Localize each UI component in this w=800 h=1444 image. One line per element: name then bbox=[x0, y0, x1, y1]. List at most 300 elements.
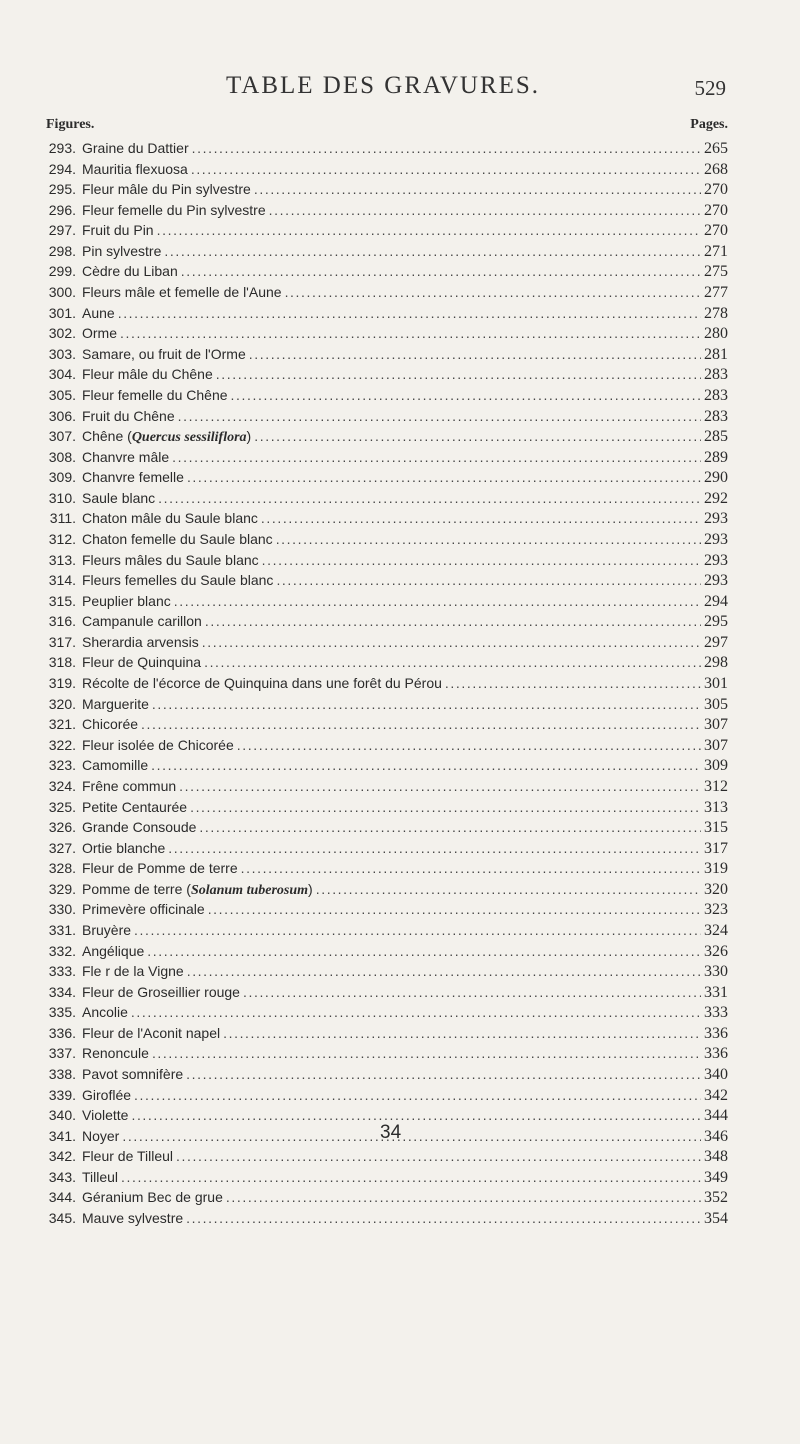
page-reference: 283 bbox=[704, 366, 728, 384]
figure-number: 333. bbox=[48, 963, 76, 980]
dot-leader bbox=[199, 817, 701, 837]
dot-leader bbox=[186, 1208, 701, 1228]
figure-caption bbox=[82, 406, 175, 426]
dot-leader bbox=[168, 838, 701, 858]
figure-number: 327. bbox=[48, 839, 76, 856]
figures-heading: Figures. bbox=[46, 117, 95, 132]
figure-caption bbox=[82, 611, 202, 631]
list-item bbox=[40, 385, 728, 406]
figure-caption bbox=[82, 591, 171, 611]
figure-number: 340. bbox=[48, 1107, 76, 1124]
figure-number: 325. bbox=[48, 798, 76, 815]
list-item bbox=[40, 961, 728, 982]
caption-text: Aune bbox=[82, 304, 115, 321]
page-reference: 297 bbox=[704, 633, 728, 651]
figure-caption bbox=[82, 282, 282, 302]
figure-number: 335. bbox=[48, 1004, 76, 1021]
list-item bbox=[40, 879, 728, 900]
list-item bbox=[40, 632, 728, 653]
caption-text: Giroflée bbox=[82, 1086, 132, 1103]
page-reference: 317 bbox=[704, 839, 728, 857]
list-item bbox=[40, 1167, 728, 1188]
figure-caption bbox=[82, 673, 442, 693]
caption-text: Fleurs mâles du Saule blanc bbox=[82, 551, 259, 568]
caption-text: Orme bbox=[82, 325, 117, 342]
caption-text: Petite Centaurée bbox=[82, 798, 188, 815]
list-item bbox=[40, 1146, 728, 1167]
figure-number: 314. bbox=[48, 572, 76, 589]
caption-text: Frêne commun bbox=[82, 777, 177, 794]
caption-text: Cèdre du Liban bbox=[82, 263, 178, 280]
dot-leader bbox=[118, 303, 701, 323]
list-item bbox=[40, 138, 728, 159]
figure-caption bbox=[82, 344, 246, 364]
dot-leader bbox=[120, 323, 701, 343]
caption-text: Récolte de l'écorce de Quinquina dans une forêt du Pérou bbox=[82, 675, 442, 692]
dot-leader bbox=[151, 755, 701, 775]
list-item bbox=[40, 488, 728, 509]
caption-text: Angélique bbox=[82, 942, 145, 959]
list-item bbox=[40, 261, 728, 282]
page-reference: 301 bbox=[704, 675, 728, 693]
figure-caption bbox=[82, 426, 251, 447]
caption-text: Fleurs mâle et femelle de l'Aune bbox=[82, 284, 282, 301]
figure-number: 311. bbox=[49, 510, 76, 527]
dot-leader bbox=[134, 1085, 701, 1105]
figure-number: 300. bbox=[48, 284, 76, 301]
caption-text-end: ) bbox=[246, 428, 252, 445]
list-item bbox=[40, 1187, 728, 1208]
figure-number: 322. bbox=[48, 736, 76, 753]
figure-number: 332. bbox=[48, 942, 76, 959]
caption-text: Campanule carillon bbox=[82, 613, 202, 630]
list-item bbox=[40, 1023, 728, 1044]
figure-number: 301. bbox=[48, 304, 76, 321]
list-item bbox=[40, 611, 728, 632]
caption-text: Peuplier blanc bbox=[82, 592, 171, 609]
figure-caption bbox=[82, 508, 258, 528]
figure-number: 338. bbox=[48, 1066, 76, 1083]
figure-caption bbox=[82, 1208, 183, 1228]
list-item bbox=[40, 1085, 728, 1106]
page-reference: 336 bbox=[704, 1024, 728, 1042]
list-item bbox=[40, 529, 728, 550]
caption-text: Ancolie bbox=[82, 1004, 128, 1021]
figure-caption bbox=[82, 385, 228, 405]
figure-caption bbox=[82, 858, 238, 878]
figure-caption bbox=[82, 1085, 131, 1105]
page-reference: 326 bbox=[704, 942, 728, 960]
figure-number: 304. bbox=[48, 366, 76, 383]
figure-caption bbox=[82, 220, 154, 240]
dot-leader bbox=[152, 1043, 701, 1063]
list-item bbox=[40, 241, 728, 262]
list-item bbox=[40, 550, 728, 571]
figure-number: 307. bbox=[48, 428, 76, 445]
figure-caption bbox=[82, 899, 205, 919]
caption-text: Pin sylvestre bbox=[82, 242, 162, 259]
list-item bbox=[40, 858, 728, 879]
figure-number: 294. bbox=[48, 160, 76, 177]
dot-leader bbox=[249, 344, 701, 364]
figure-number: 309. bbox=[48, 469, 76, 486]
figure-list bbox=[40, 138, 728, 1229]
figure-caption bbox=[82, 241, 161, 261]
dot-leader bbox=[178, 406, 701, 426]
figure-number: 315. bbox=[48, 592, 76, 609]
caption-text: Fleur de l'Aconit napel bbox=[82, 1024, 221, 1041]
caption-text: Chaton mâle du Saule blanc bbox=[82, 510, 258, 527]
page-reference: 275 bbox=[704, 263, 728, 281]
page-reference: 295 bbox=[704, 613, 728, 631]
figure-number: 302. bbox=[48, 325, 76, 342]
page-reference: 305 bbox=[704, 695, 728, 713]
figure-caption bbox=[82, 1126, 119, 1146]
list-item bbox=[40, 694, 728, 715]
page-number: 529 bbox=[694, 76, 726, 100]
caption-text: Pavot somnifère bbox=[82, 1066, 184, 1083]
caption-text: Chaton femelle du Saule blanc bbox=[82, 530, 273, 547]
page-reference: 309 bbox=[704, 757, 728, 775]
dot-leader bbox=[204, 652, 701, 672]
caption-text: Pomme de terre ( bbox=[82, 880, 191, 897]
page-reference: 342 bbox=[704, 1086, 728, 1104]
figure-number: 339. bbox=[48, 1086, 76, 1103]
caption-text: Fleur de Tilleul bbox=[82, 1148, 174, 1165]
dot-leader bbox=[176, 1146, 701, 1166]
caption-text: Chanvre mâle bbox=[82, 448, 170, 465]
dot-leader bbox=[316, 879, 701, 899]
figure-number: 305. bbox=[48, 386, 76, 403]
page-reference: 277 bbox=[704, 284, 728, 302]
figure-caption bbox=[82, 1167, 118, 1187]
list-item bbox=[40, 467, 728, 488]
figure-number: 330. bbox=[48, 901, 76, 918]
page-reference: 348 bbox=[704, 1148, 728, 1166]
dot-leader bbox=[187, 961, 701, 981]
list-item bbox=[40, 364, 728, 385]
figure-number: 298. bbox=[48, 242, 76, 259]
figure-caption bbox=[82, 632, 199, 652]
figure-number: 329. bbox=[48, 880, 76, 897]
dot-leader bbox=[141, 714, 701, 734]
list-item bbox=[40, 920, 728, 941]
page-reference: 270 bbox=[704, 201, 728, 219]
figure-number: 310. bbox=[48, 489, 76, 506]
figure-number: 342. bbox=[48, 1148, 76, 1165]
page-title: TABLE DES GRAVURES. bbox=[226, 72, 541, 99]
caption-text: Camomille bbox=[82, 757, 149, 774]
page-reference: 283 bbox=[704, 386, 728, 404]
caption-text-end: ) bbox=[308, 880, 313, 897]
figure-number: 297. bbox=[48, 222, 76, 239]
page-reference: 315 bbox=[704, 819, 728, 837]
page-reference: 340 bbox=[704, 1066, 728, 1084]
page-reference: 323 bbox=[704, 901, 728, 919]
figure-number: 312. bbox=[48, 530, 76, 547]
list-item bbox=[40, 817, 728, 838]
dot-leader bbox=[187, 467, 701, 487]
dot-leader bbox=[157, 220, 701, 240]
figure-number: 295. bbox=[48, 181, 76, 198]
dot-leader bbox=[269, 200, 701, 220]
figure-caption bbox=[82, 714, 138, 734]
list-item bbox=[40, 200, 728, 221]
figure-number: 316. bbox=[48, 613, 76, 630]
figure-caption bbox=[82, 179, 251, 199]
caption-text: Bruyère bbox=[82, 921, 132, 938]
list-item bbox=[40, 899, 728, 920]
caption-text: Fleur de Groseillier rouge bbox=[82, 983, 240, 1000]
dot-leader bbox=[205, 611, 701, 631]
page-reference: 292 bbox=[704, 489, 728, 507]
dot-leader bbox=[181, 261, 701, 281]
page-reference: 307 bbox=[704, 716, 728, 734]
figure-caption bbox=[82, 1187, 223, 1207]
figure-caption bbox=[82, 467, 184, 487]
dot-leader bbox=[208, 899, 701, 919]
list-item bbox=[40, 179, 728, 200]
page-reference: 319 bbox=[704, 860, 728, 878]
figure-number: 328. bbox=[48, 860, 76, 877]
list-item bbox=[40, 159, 728, 180]
figure-caption bbox=[82, 200, 266, 220]
caption-text: Chanvre femelle bbox=[82, 469, 184, 486]
figure-number: 326. bbox=[48, 819, 76, 836]
figure-number: 336. bbox=[48, 1024, 76, 1041]
page-reference: 313 bbox=[704, 798, 728, 816]
figure-number: 293. bbox=[48, 140, 76, 156]
dot-leader bbox=[276, 529, 701, 549]
figure-caption bbox=[82, 941, 144, 961]
dot-leader bbox=[285, 282, 701, 302]
page-reference: 349 bbox=[704, 1168, 728, 1186]
page-reference: 283 bbox=[704, 407, 728, 425]
figure-caption bbox=[82, 961, 184, 981]
list-item bbox=[40, 673, 728, 694]
caption-text: Fleur mâle du Pin sylvestre bbox=[82, 181, 251, 198]
figure-caption bbox=[82, 159, 188, 179]
figure-number: 331. bbox=[48, 921, 76, 938]
list-item bbox=[40, 220, 728, 241]
dot-leader bbox=[131, 1105, 701, 1125]
dot-leader bbox=[192, 138, 701, 158]
figure-number: 334. bbox=[48, 983, 76, 1000]
caption-text: Fleur mâle du Chêne bbox=[82, 366, 213, 383]
caption-text: Sherardia arvensis bbox=[82, 633, 199, 650]
caption-latin-name: Solanum tuberosum bbox=[190, 882, 309, 898]
dot-leader bbox=[190, 797, 701, 817]
list-item bbox=[40, 1208, 728, 1229]
figure-number: 313. bbox=[48, 551, 76, 568]
page-reference: 320 bbox=[704, 880, 728, 898]
page-reference: 344 bbox=[704, 1107, 728, 1125]
figure-caption bbox=[82, 982, 240, 1002]
figure-caption bbox=[82, 776, 176, 796]
list-item bbox=[40, 755, 728, 776]
list-item bbox=[40, 426, 728, 447]
dot-leader bbox=[231, 385, 701, 405]
pages-heading: Pages. bbox=[690, 117, 728, 132]
dot-leader bbox=[226, 1187, 701, 1207]
page-reference: 270 bbox=[704, 222, 728, 240]
page-reference: 285 bbox=[704, 428, 728, 446]
figure-number: 296. bbox=[48, 201, 76, 218]
list-item bbox=[40, 344, 728, 365]
figure-caption bbox=[82, 1146, 173, 1166]
page-reference: 290 bbox=[704, 469, 728, 487]
list-item bbox=[40, 776, 728, 797]
figure-caption bbox=[82, 138, 189, 158]
caption-text: Noyer bbox=[82, 1127, 120, 1144]
figure-caption bbox=[82, 550, 259, 570]
list-item bbox=[40, 508, 728, 529]
dot-leader bbox=[276, 570, 701, 590]
page-reference: 331 bbox=[704, 983, 728, 1001]
figure-caption bbox=[82, 1023, 220, 1043]
figure-number: 317. bbox=[48, 633, 76, 650]
page-reference: 354 bbox=[704, 1210, 728, 1228]
list-item bbox=[40, 797, 728, 818]
figure-caption bbox=[82, 838, 165, 858]
caption-text: Mauritia flexuosa bbox=[82, 160, 188, 177]
page-reference: 294 bbox=[704, 592, 728, 610]
figure-number: 343. bbox=[48, 1168, 76, 1185]
page-reference: 289 bbox=[704, 448, 728, 466]
dot-leader bbox=[237, 735, 701, 755]
figure-caption bbox=[82, 570, 273, 590]
page-reference: 278 bbox=[704, 304, 728, 322]
caption-text: Fruit du Chêne bbox=[82, 407, 175, 424]
caption-text: Mauve sylvestre bbox=[82, 1210, 184, 1227]
dot-leader bbox=[174, 591, 701, 611]
caption-text: Marguerite bbox=[82, 695, 149, 712]
dot-leader bbox=[147, 941, 701, 961]
caption-text: Fleur femelle du Chêne bbox=[82, 386, 228, 403]
figure-number: 324. bbox=[48, 777, 76, 794]
figure-number: 337. bbox=[48, 1045, 76, 1062]
list-item bbox=[40, 838, 728, 859]
figure-caption bbox=[82, 694, 149, 714]
page-reference: 270 bbox=[704, 181, 728, 199]
page-reference: 336 bbox=[704, 1045, 728, 1063]
figure-number: 320. bbox=[48, 695, 76, 712]
caption-text: Chicorée bbox=[82, 716, 139, 733]
dot-leader bbox=[164, 241, 701, 261]
caption-text: Fleur femelle du Pin sylvestre bbox=[82, 201, 266, 218]
caption-text: Samare, ou fruit de l'Orme bbox=[82, 345, 246, 362]
list-item bbox=[40, 1002, 728, 1023]
dot-leader bbox=[241, 858, 701, 878]
list-item bbox=[40, 323, 728, 344]
dot-leader bbox=[158, 488, 701, 508]
figure-number: 306. bbox=[48, 407, 76, 424]
list-item bbox=[40, 982, 728, 1003]
dot-leader bbox=[243, 982, 701, 1002]
page-reference: 324 bbox=[704, 921, 728, 939]
caption-latin-name: Quercus sessiliflora bbox=[131, 430, 247, 446]
dot-leader bbox=[254, 179, 701, 199]
figure-number: 308. bbox=[48, 448, 76, 465]
page-reference: 281 bbox=[704, 345, 728, 363]
dot-leader bbox=[179, 776, 701, 796]
page-reference: 271 bbox=[704, 242, 728, 260]
figure-caption bbox=[82, 1002, 128, 1022]
figure-caption bbox=[82, 364, 213, 384]
dot-leader bbox=[134, 920, 701, 940]
figure-caption bbox=[82, 488, 155, 508]
caption-text: Fle r de la Vigne bbox=[82, 963, 184, 980]
dot-leader bbox=[202, 632, 701, 652]
caption-text: Saule blanc bbox=[82, 489, 156, 506]
list-item bbox=[40, 941, 728, 962]
figure-number: 344. bbox=[48, 1189, 76, 1206]
figure-caption bbox=[82, 1043, 149, 1063]
list-item bbox=[40, 1043, 728, 1064]
page-reference: 330 bbox=[704, 963, 728, 981]
caption-text: Chêne ( bbox=[82, 428, 132, 445]
caption-text: Graine du Dattier bbox=[82, 140, 189, 156]
page-reference: 293 bbox=[704, 551, 728, 569]
figure-caption bbox=[82, 529, 273, 549]
caption-text: Fruit du Pin bbox=[82, 222, 154, 239]
page-reference: 293 bbox=[704, 510, 728, 528]
page-reference: 293 bbox=[704, 530, 728, 548]
running-head bbox=[226, 72, 726, 104]
page-reference: 265 bbox=[704, 140, 728, 157]
figure-caption bbox=[82, 920, 131, 940]
page-reference: 280 bbox=[704, 325, 728, 343]
caption-text: Tilleul bbox=[82, 1168, 119, 1185]
page-reference: 293 bbox=[704, 572, 728, 590]
figure-caption bbox=[82, 755, 148, 775]
list-item bbox=[40, 652, 728, 673]
dot-leader bbox=[121, 1167, 701, 1187]
column-headings bbox=[46, 117, 728, 137]
caption-text: Grande Consoude bbox=[82, 819, 197, 836]
caption-text: Fleurs femelles du Saule blanc bbox=[82, 572, 274, 589]
figure-caption bbox=[82, 879, 313, 900]
list-item bbox=[40, 735, 728, 756]
list-item bbox=[40, 570, 728, 591]
page-reference: 268 bbox=[704, 160, 728, 178]
caption-text: Géranium Bec de grue bbox=[82, 1189, 223, 1206]
figure-caption bbox=[82, 447, 169, 467]
dot-leader bbox=[216, 364, 701, 384]
figure-number: 323. bbox=[48, 757, 76, 774]
list-item bbox=[40, 447, 728, 468]
list-item bbox=[40, 714, 728, 735]
page-reference: 346 bbox=[704, 1127, 728, 1145]
dot-leader bbox=[122, 1126, 701, 1146]
figure-caption bbox=[82, 652, 201, 672]
list-item bbox=[40, 1064, 728, 1085]
figure-caption bbox=[82, 303, 115, 323]
signature-mark: 34 bbox=[380, 1122, 402, 1143]
caption-text: Fleur isolée de Chicorée bbox=[82, 736, 234, 753]
dot-leader bbox=[131, 1002, 701, 1022]
figure-number: 345. bbox=[48, 1210, 76, 1227]
list-item bbox=[40, 591, 728, 612]
figure-number: 321. bbox=[48, 716, 76, 733]
dot-leader bbox=[262, 550, 701, 570]
figure-number: 319. bbox=[48, 675, 76, 692]
caption-text: Fleur de Pomme de terre bbox=[82, 860, 238, 877]
list-item bbox=[40, 406, 728, 427]
figure-caption bbox=[82, 735, 234, 755]
figure-caption bbox=[82, 797, 187, 817]
dot-leader bbox=[172, 447, 701, 467]
